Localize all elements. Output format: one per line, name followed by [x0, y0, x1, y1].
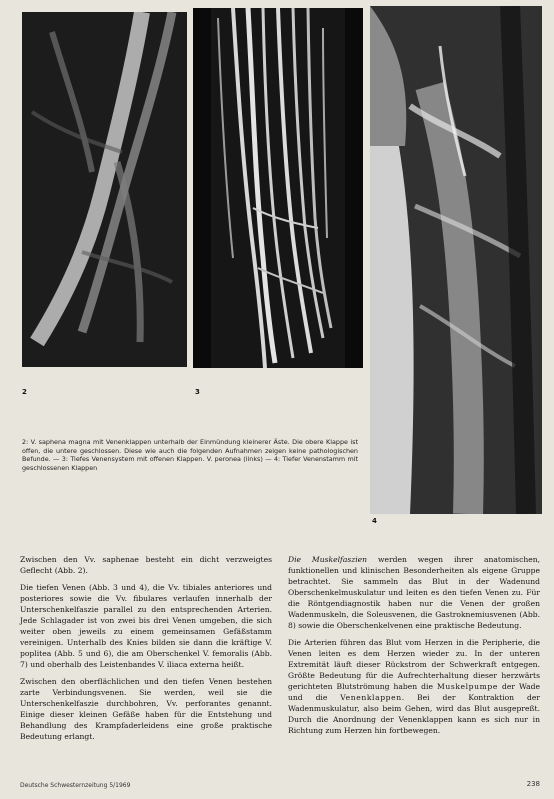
page-number: 238: [526, 780, 540, 788]
figure-4-photo: [370, 6, 542, 514]
figure-caption: 2: V. saphena magna mit Venenklappen unterhalb der Einmündung kleinerer Äste. Die obere Klappe ist offen, die untere geschlossen. Diese wie auch die folgenden Aufnahmen zeigen keine pathologischen Befunde. — 3: Tiefes Venensystem mit offenen Klappen. V. peronea (links) — 4: Tiefer Venenstamm mit geschlossenen Klappen: [22, 438, 358, 472]
term-muskelfaszien: Die Muskelfaszien: [288, 555, 368, 564]
paragraph: Die tiefen Venen (Abb. 3 und 4), die Vv. tibiales anteriores und posteriores sowie die Vv. fibulares verlaufen innerhalb der Unterschenkelfaszie parallel zu den entsprechenden Arterien. Jede Schlagader ist von zwei bis drei Venen umgeben, die sich weiter oben jeweils zu einem gemeinsamen Gefäßstamm vereinigen. Unterhalb des Knies bilden sie dann die kräftige V. poplitea (Abb. 5 und 6), die am Oberschenkel V. femoralis (Abb. 7) und oberhalb des Leistenbandes V. iliaca externa heißt.: [20, 583, 272, 669]
figure-2-photo: [22, 12, 187, 392]
paragraph: Die Arterien führen das Blut vom Herzen in die Peripherie, die Venen leiten es dem Herzen wieder zu. In der unteren Extremität läuft dieser Rückstrom der Schwerkraft entgegen. Größte Bedeutung für die Aufrechterhaltung dieser herzwärts gerichteten Blutströmung haben die Muskelpumpe der Wade und die Venenklappen. Bei der Kontraktion der Wadenmuskulatur, also beim Gehen, wird das Blut ausgepreßt. Durch die Anordnung der Venenklappen kann es sich nur in Richtung zum Herzen hin fortbewegen.: [288, 638, 540, 735]
paragraph: Zwischen den Vv. saphenae besteht ein dicht verzweigtes Geflecht (Abb. 2).: [20, 555, 272, 575]
term-venenklappen: Venenklappen: [340, 693, 402, 702]
paragraph: Die Muskelfaszien werden wegen ihrer anatomischen, funktionellen und klinischen Besonderheiten als eigene Gruppe betrachtet. Sie sammeln das Blut in der Wadenund Oberschenkelmuskulatur und leiten es den tiefen Venen zu. Für die Röntgendiagnostik haben nur die Venen der großen Wadenmuskeln, die Soleusvenen, die Gastroknemiusvenen (Abb. 8) sowie die Oberschenkelvenen eine praktische Bedeutung.: [288, 555, 541, 630]
journal-footer: Deutsche Schwesternzeitung 5/1969: [20, 782, 131, 789]
text-column-right: [288, 554, 540, 742]
figure-4-number: 4: [372, 517, 377, 525]
term-muskelpumpe: Muskelpumpe: [436, 682, 498, 691]
figure-2-number: 2: [22, 388, 27, 396]
text-column-left: [20, 554, 272, 748]
figure-3-photo: [193, 8, 363, 392]
paragraph: Zwischen den oberflächlichen und den tiefen Venen bestehen zarte Verbindungsvenen. Sie werden, weil sie die Unterschenkelfaszie durchbohren, Vv. perforantes genannt. Einige dieser kleinen Gefäße haben für die Entstehung und Behandlung des Krampfaderleidens eine große praktische Bedeutung erlangt.: [20, 677, 272, 741]
figure-3-number: 3: [195, 388, 200, 396]
